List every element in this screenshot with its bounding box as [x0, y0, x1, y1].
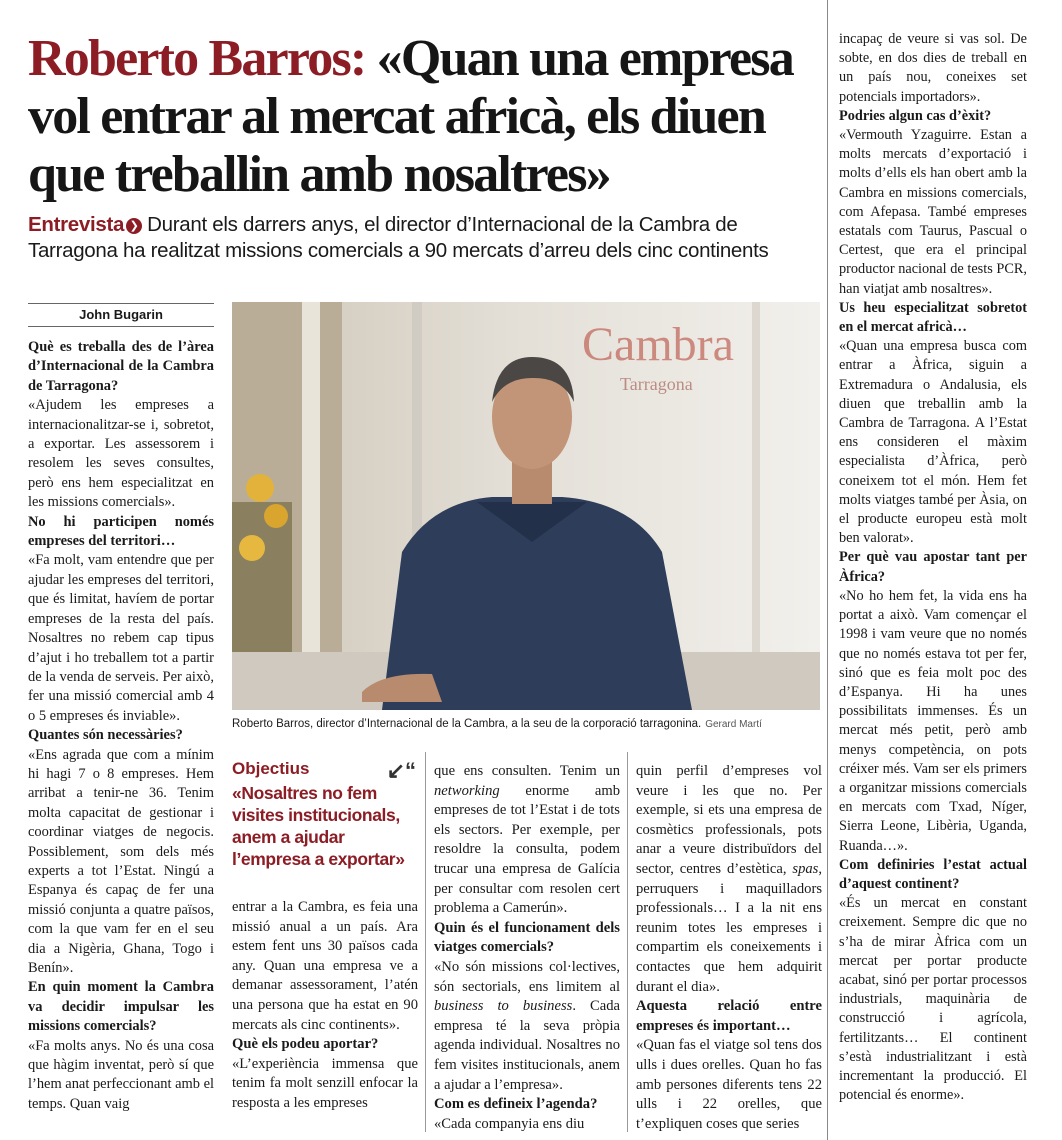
photo-credit: Gerard Martí — [705, 719, 762, 730]
headline-name: Roberto Barros: — [28, 30, 366, 87]
answer-text: , perruquers i maquilladors professionals… I a la nit ens reunim totes les empreses i compartim els coneixements i contactes que hem adquirit durant el dia». — [636, 860, 822, 995]
pullquote-text: «Nosaltres no fem visites institucionals, anem a ajudar l’empresa a exportar» — [232, 783, 405, 869]
subheadline — [28, 212, 828, 264]
question: Què els podeu aportar? — [232, 1036, 379, 1053]
answer: «Quan fas el viatge sol tens dos ulls i dues orelles. Quan ho fas amb persones diferents tens 22 ulls i 22 orelles, que t’expliquen coses que series — [636, 1037, 822, 1132]
question: Aquesta relació entre empreses és important… — [636, 998, 822, 1034]
pullquote — [232, 758, 418, 890]
answer-emphasis: spas — [792, 860, 819, 877]
photo-caption — [232, 716, 820, 733]
article-column-5 — [839, 30, 1027, 1105]
question: Quin és el funcionament dels viatges comercials? — [434, 919, 620, 956]
quote-arrow-icon: ↙“ — [386, 758, 416, 783]
question: Quantes són necessàries? — [28, 727, 183, 744]
column-divider — [827, 0, 828, 1140]
sign-subtext: Tarragona — [620, 374, 693, 394]
answer — [636, 762, 822, 997]
answer: entrar a la Cambra, es feia una missió anual a un país. Ara estem fent uns 30 països cada any. Quan una empresa ve a demanar assessorament, l’atén una persona que ha estat en 90 mercats als cinc continents». — [232, 899, 418, 1033]
caption-text: Roberto Barros, director d’Internacional de la Cambra, a la seu de la corporació tarragonina. — [232, 718, 702, 730]
article-column-2 — [232, 898, 418, 1114]
answer: «Quan una empresa busca com entrar a Àfrica, siguin a Extremadura o Andalusia, els diuen que treballin amb la Cambra de Tarragona. A l’Estat ens consideren el màxim especialista d’Àfrica, però coneixem tot el món. Hem fet molts viatges també per Àsia, on el producte europeu està molt ben valorat». — [839, 338, 1027, 547]
question: Què es treballa des de l’àrea d’Internacional de la Cambra de Tarragona? — [28, 339, 214, 394]
chevron-right-icon: ❯ — [126, 218, 142, 234]
answer-text: enorme amb empreses de tot l’Estat i de tots els sectors. Per exemple, per resoldre la consulta, podem trucar una empresa de Galícia per consultar com resolen cert problema a Camerún». — [434, 782, 620, 917]
answer: «Ens agrada que com a mínim hi hagi 7 o 8 empreses. Hem arribat a tenir-ne 36. Tenim molta capacitat de gestionar i coordinar viatges de negocis. Possiblement, som dels més experts a tot l’Estat. Ningú a Espanya és capaç de fer una missió conjunta a quatre països, com la que vam fer en el seu dia a Nigèria, Ghana, Togo i Benín». — [28, 746, 214, 976]
photo-illustration — [232, 302, 820, 710]
question: Podries algun cas d’èxit? — [839, 107, 992, 124]
answer: «Fa molts anys. No és una cosa que hàgim inventat, però sí que l’hem anat perfeccionant amb el temps. Quan vaig — [28, 1037, 214, 1112]
answer: «Ajudem les empreses a internacionalitzar-se i, sobretot, a exportar. Les assessorem i resolem les seves consultes, però ens hem especialitzat en les missions comercials». — [28, 397, 214, 511]
answer: incapaç de veure si vas sol. De sobte, en dos dies de treball en un país nou, coneixes set potencials importadors». — [839, 31, 1027, 105]
column-rule — [425, 752, 426, 1132]
article-photo — [232, 302, 820, 710]
question: Com definiries l’estat actual d’aquest continent? — [839, 856, 1027, 892]
subheadline-text: Durant els darrers anys, el director d’Internacional de la Cambra de Tarragona ha realitzat missions comercials a 90 mercats d’arreu dels cinc continents — [28, 213, 769, 262]
answer-emphasis: networking — [434, 782, 500, 799]
article-column-3 — [434, 762, 620, 1134]
question: Us heu especialitzat sobretot en el mercat africà… — [839, 299, 1027, 336]
question: En quin moment la Cambra va decidir impulsar les missions comercials? — [28, 979, 214, 1035]
answer: «No ho hem fet, la vida ens ha portat a això. Vam començar el 1998 i vam veure que no només que no només estava tot per fer, sinó que es feia molt poc des d’Espanya. Hi ha unes possibilitats immenses. És un mercat més petit, però amb menys competència, on pots créixer més. Vam ser els primers a organitzar missions comercials en mercats com Txad, Níger, Sierra Leone, Libèria, Uganda, Ruanda…». — [839, 587, 1027, 854]
answer-emphasis: business to business — [434, 998, 573, 1015]
sign-text: Cambra — [582, 318, 734, 371]
question: Com es defineix l’agenda? — [434, 1096, 598, 1113]
answer: «És un mercat en constant creixement. Sempre dic que no s’ha de mirar Àfrica com un mercat per portar producte acabat, sinó per portar processos industrials, maquinària de construcció i agrícola, fertilitzants… El continent s’està industrialitzant i està incrementant la producció. El potencial és enorme». — [839, 895, 1027, 1104]
byline: John Bugarin — [28, 303, 214, 327]
column-rule — [627, 752, 628, 1132]
question: Per què vau apostar tant per Àfrica? — [839, 549, 1027, 585]
headline — [28, 30, 828, 204]
answer-text: quin perfil d’empreses vol veure i les que no. Per exemple, si ets una empresa de cosmètics professionals, pots anar a veure distribuïdors del sector, centres d’estètica, — [636, 763, 822, 877]
answer-text: «No són missions col·lectives, són sectorials, ens limitem al — [434, 958, 620, 995]
answer-text: . Cada empresa té la seva pròpia agenda individual. Nosaltres no fem visites institucionals, anem a ajudar a l’empresa». — [434, 998, 620, 1093]
question: No hi participen només empreses del territori… — [28, 513, 214, 550]
answer: «Vermouth Yzaguirre. Estan a molts mercats d’exportació i molts d’ells els han obert amb la Cambra en missions comercials, com Afepasa. També empreses estatals com Taurus, Pascual o Certest, que era el principal productor nacional de tests PCR, han viatjat amb nosaltres». — [839, 127, 1027, 297]
answer — [434, 762, 620, 919]
pullquote-kicker: Objectius — [232, 759, 310, 778]
answer-text: que ens consulten. Tenim un — [434, 763, 620, 779]
answer: «L’experiència immensa que tenim fa molt senzill enfocar la resposta a les empreses — [232, 1055, 418, 1111]
article-column-1 — [28, 338, 214, 1114]
section-kicker: Entrevista — [28, 213, 125, 236]
answer: «Cada companyia ens diu — [434, 1115, 585, 1132]
article-column-4 — [636, 762, 822, 1134]
headline-quote: «Quan una empresa vol entrar al mercat africà, els diuen que treballin amb nosaltres» — [28, 30, 793, 203]
answer — [434, 958, 620, 1095]
answer: «Fa molt, vam entendre que per ajudar les empreses del territori, que és limitat, havíem de portar empreses de la resta del país. Nosaltres no rebem cap tipus d’ajut i ho treballem tot a partir de la venda de serveis. Per això, fer una missió comercial amb 4 o 5 empreses és inviable». — [28, 552, 214, 724]
